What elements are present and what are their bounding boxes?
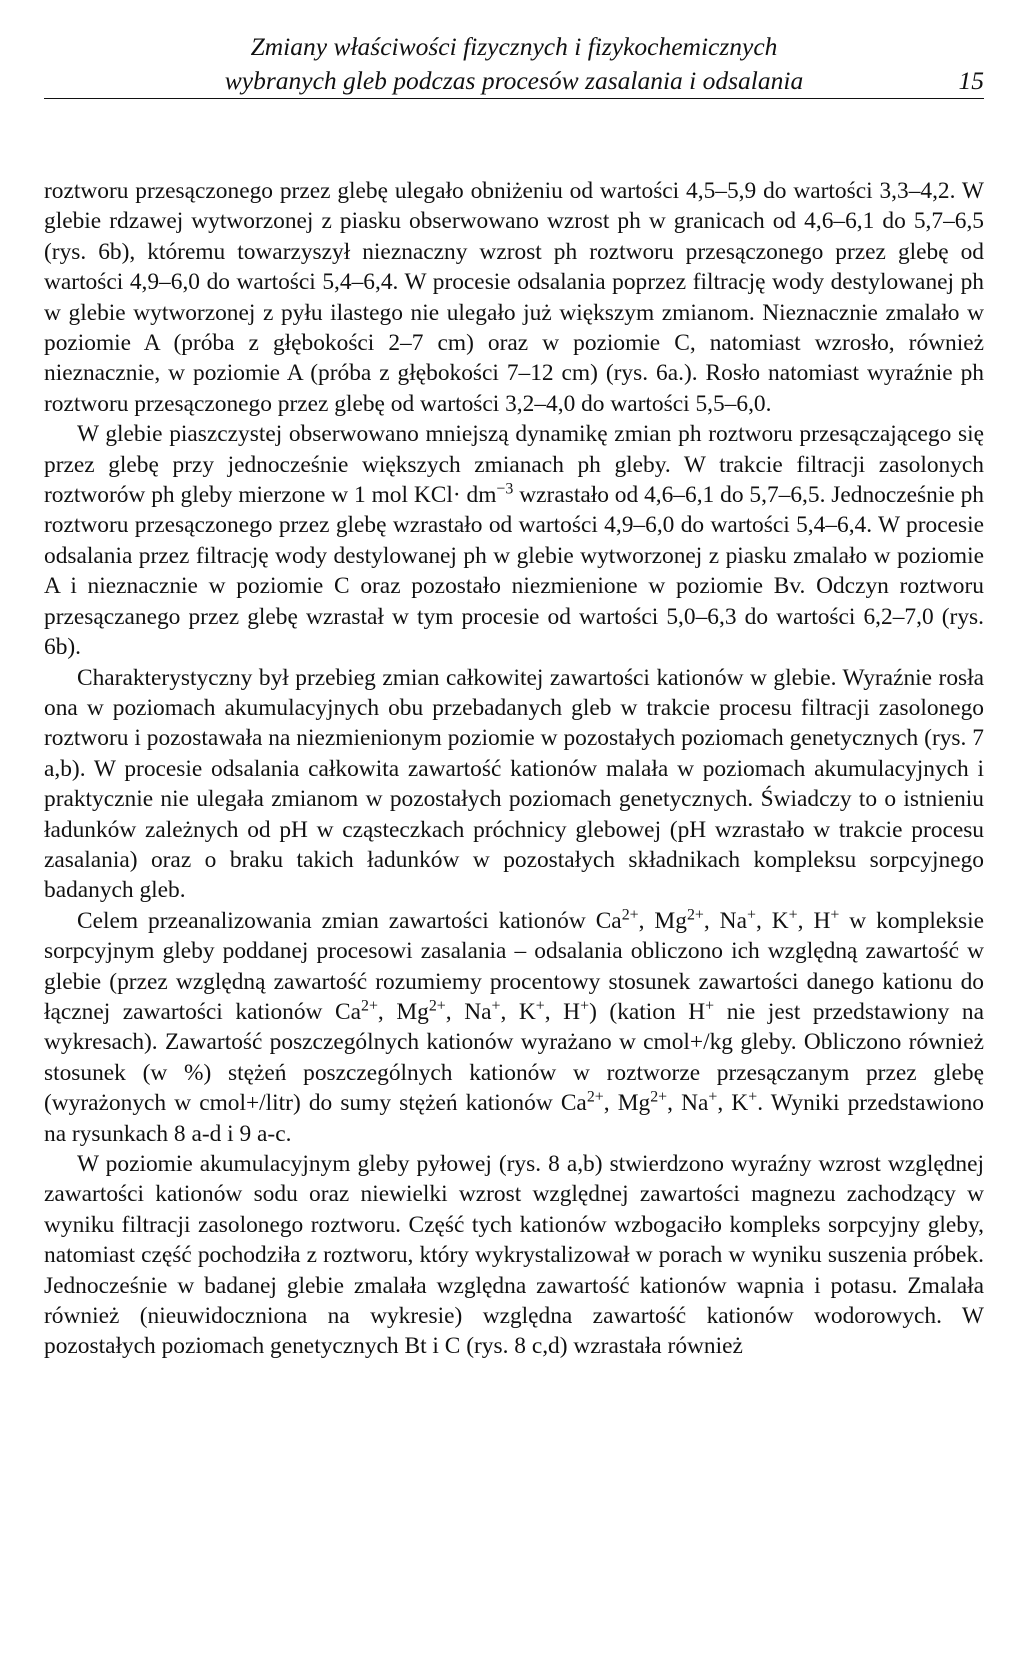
page-number: 15 bbox=[958, 66, 984, 95]
superscript: 2+ bbox=[586, 1088, 604, 1106]
paragraph-2-part-b: wzrastało od 4,6–6,1 do 5,7–6,5. Jednocześnie ph roztworu przesączonego przez glebę wzrastało od wartości 4,9–6,0 do wartości 5,4–6,4. W procesie odsalania przez filtrację wody destylowanej ph w glebie wytworzonej z piasku zmalało w poziomie A i nieznacznie w poziomie C oraz pozostało niezmienione w poziomie Bv. Odczyn roztworu przesączanego przez glebę wzrastał w tym procesie od wartości 5,0–6,3 do wartości 6,2–7,0 (rys. 6b). bbox=[44, 482, 984, 661]
superscript: −3 bbox=[496, 480, 514, 498]
text-run: . Wyniki przedstawiono na rysunkach 8 a-d i 9 a-c. bbox=[44, 1090, 984, 1147]
header-title-line-2-text: wybranych gleb podczas procesów zasalania i odsalania bbox=[224, 66, 804, 95]
header-rule bbox=[44, 98, 984, 99]
paragraph-5: W poziomie akumulacyjnym gleby pyłowej (rys. 8 a,b) stwierdzono wyraźny wzrost względnej zawartości kationów sodu oraz niewielki wzrost względnej zawartości magnezu zachodzący w wyniku filtracji zasolonego roztworu. Część tych kationów wzbogaciło kompleks sorpcyjny gleby, natomiast część pochodziła z roztworu, który wykrystalizował w porach w wyniku suszenia próbek. Jednocześnie w badanej glebie zmalała względna zawartość kationów wapnia i potasu. Zmalała również (nieuwidoczniona na wykresie) względna zawartość kationów wodorowych. W pozostałych poziomach genetycznych Bt i C (rys. 8 c,d) wzrastała również bbox=[44, 1151, 984, 1360]
superscript: + bbox=[580, 997, 590, 1015]
paragraph-3: Charakterystyczny był przebieg zmian całkowitej zawartości kationów w glebie. Wyraźnie rosła ona w poziomach akumulacyjnych obu przebadanych gleb w trakcie procesu filtracji zasolonego roztworu i pozostawała na niezmienionym poziomie w pozostałych poziomach genetycznych (rys. 7 a,b). W procesie odsalania całkowita zawartość kationów malała w poziomach akumulacyjnych i praktycznie nie ulegała zmianom w pozostałych poziomach genetycznych. Świadczy to o istnieniu ładunków zależnych od pH w cząsteczkach próchnicy glebowej (pH wzrastało w trakcie procesu zasalania) oraz o braku takich ładunków w pozostałych składnikach kompleksu sorpcyjnego badanych gleb. bbox=[44, 664, 984, 904]
superscript: + bbox=[705, 997, 715, 1015]
text-run: Celem przeanalizowania zmian zawartości kationów Ca bbox=[77, 907, 622, 934]
paragraph-2-part-a: W glebie piaszczystej obserwowano mniejszą dynamikę zmian ph roztworu przesączającego się przez glebę przy jednocześnie większych zmianach ph gleby. W trakcie filtracji zasolonych roztworów ph gleby mierzone w 1 mol KCl· dm bbox=[44, 421, 984, 509]
text-run: , K bbox=[755, 907, 789, 934]
superscript: + bbox=[830, 906, 840, 923]
paragraph-4 bbox=[44, 906, 984, 1149]
superscript: + bbox=[788, 906, 798, 923]
text-run: , Mg bbox=[377, 998, 429, 1025]
superscript: 2+ bbox=[428, 997, 446, 1015]
paragraph-2 bbox=[44, 419, 984, 662]
header-title-line-2 bbox=[44, 64, 984, 98]
superscript: + bbox=[535, 997, 545, 1015]
text-run: , Na bbox=[703, 907, 747, 934]
superscript: + bbox=[708, 1088, 718, 1106]
superscript: 2+ bbox=[686, 906, 704, 923]
text-run: , H bbox=[544, 998, 581, 1025]
header-title-line-1: Zmiany właściwości fizycznych i fizykochemicznych bbox=[250, 32, 778, 61]
text-run: ) (kation H bbox=[589, 998, 706, 1025]
superscript: 2+ bbox=[621, 906, 639, 923]
body-text bbox=[44, 176, 984, 1362]
superscript: 2+ bbox=[360, 997, 378, 1015]
text-run: , H bbox=[797, 907, 831, 934]
superscript: + bbox=[491, 997, 501, 1015]
text-run: , Na bbox=[445, 998, 492, 1025]
text-run: , Mg bbox=[603, 1090, 651, 1117]
text-run: , K bbox=[500, 998, 536, 1025]
text-run: , Na bbox=[667, 1090, 709, 1117]
text-run: , K bbox=[717, 1090, 749, 1117]
superscript: + bbox=[746, 906, 756, 923]
text-run: , Mg bbox=[638, 907, 687, 934]
running-header bbox=[44, 30, 984, 98]
text-run: w kompleksie sorpcyjnym gleby poddanej procesowi zasalania – odsalania obliczono ich względną zawartość w glebie (przez względną zawartość rozumiemy procentowy stosunek zawartości danego kationu do łącznej zawartości kationów Ca bbox=[44, 907, 984, 1025]
superscript: + bbox=[748, 1088, 758, 1106]
superscript: 2+ bbox=[650, 1088, 668, 1106]
paragraph-1: roztworu przesączonego przez glebę ulegało obniżeniu od wartości 4,5–5,9 do wartości 3,3–4,2. W glebie rdzawej wytworzonej z piasku obserwowano wzrost ph w granicach od 4,6–6,1 do 5,7–6,5 (rys. 6b), któremu towarzyszył nieznaczny wzrost ph roztworu przesączonego przez glebę od wartości 4,9–6,0 do wartości 5,4–6,4. W procesie odsalania poprzez filtrację wody destylowanej ph w glebie wytworzonej z pyłu ilastego nie ulegało już większym zmianom. Nieznacznie zmalało w poziomie A (próba z głębokości 2–7 cm) oraz w poziomie C, natomiast wzrosło, również nieznacznie, w poziomie A (próba z głębokości 7–12 cm) (rys. 6a.). Rosło natomiast wyraźnie ph roztworu przesączonego przez glebę od wartości 3,2–4,0 do wartości 5,5–6,0. bbox=[44, 178, 984, 417]
text-run: nie jest przedstawiony na wykresach). Zawartość poszczególnych kationów wyrażano w cmol+/kg gleby. Obliczono również stosunek (w %) stężeń poszczególnych kationów w roztworze przesączanym przez glebę (wyrażonych w cmol+/litr) do sumy stężeń kationów Ca bbox=[44, 998, 984, 1117]
